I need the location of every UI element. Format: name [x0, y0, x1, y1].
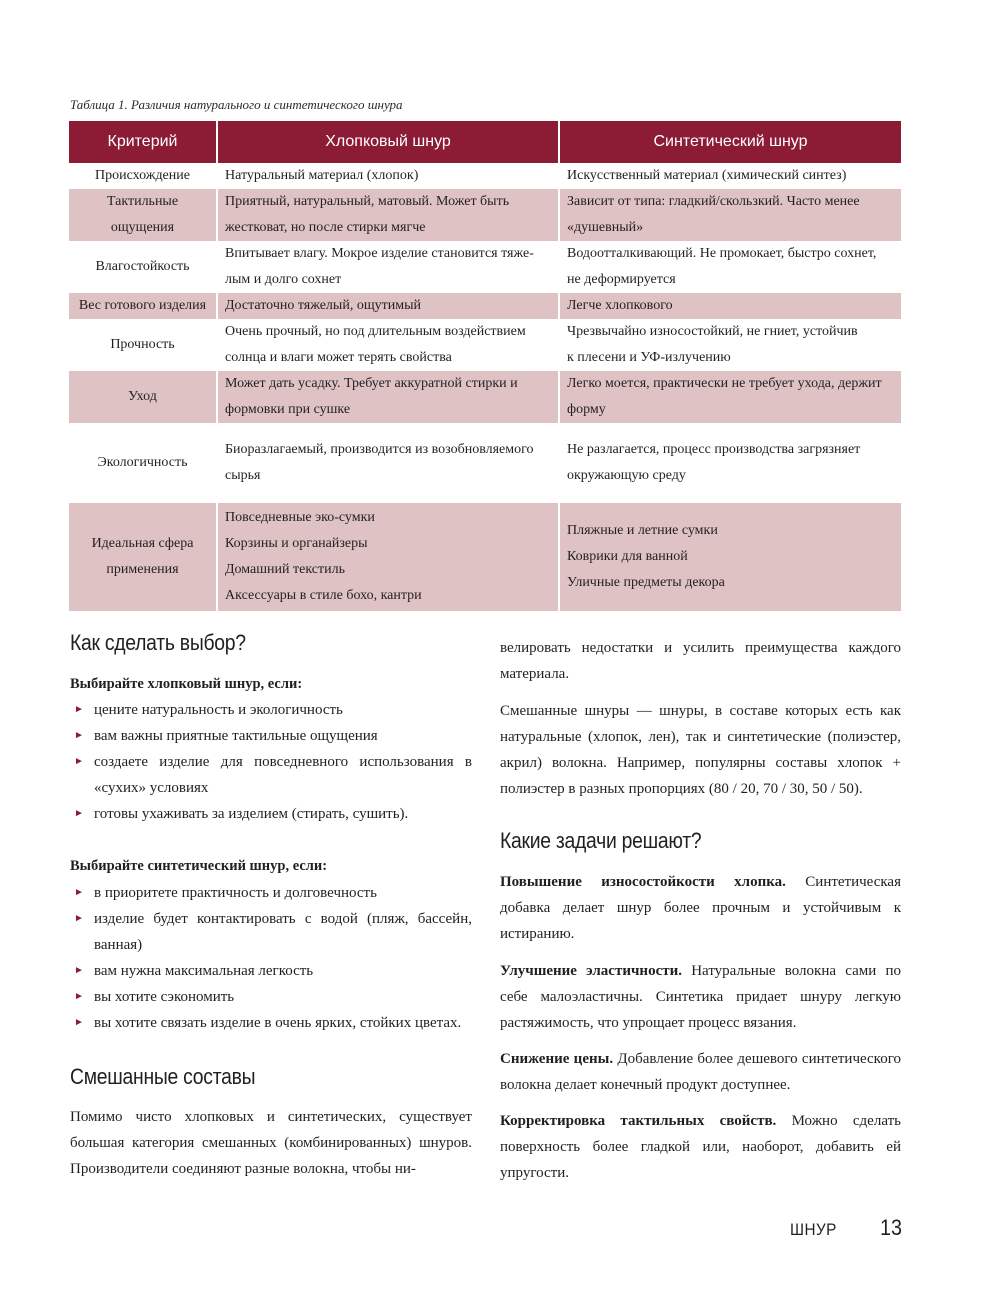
row-synthetic-cell — [559, 503, 901, 611]
comparison-table — [69, 121, 901, 611]
row-criterion: Прочность — [69, 319, 217, 371]
bullet-triangle-icon: ► — [74, 965, 84, 976]
header-cotton: Хлопковый шнур — [217, 121, 559, 163]
cell-text: Легче хлопкового — [567, 298, 673, 313]
table-header-row — [69, 121, 901, 163]
list-item-text: вам важны приятные тактильные ощущения — [94, 728, 378, 744]
row-synthetic-cell — [559, 423, 901, 503]
list-item — [70, 906, 472, 958]
task-text: Можно сделать поверхность более гладкой или, наоборот, добавить ей упругости. — [500, 1113, 901, 1181]
heading-mixed: Смешанные составы — [70, 1064, 256, 1089]
table-row — [69, 423, 901, 503]
task-text: Синтетическая добавка делает шнур более прочным и устойчивым к истиранию. — [500, 874, 901, 942]
list-item-text: вы хотите связать изделие в очень ярких, стойких цветах. — [94, 1015, 462, 1031]
row-cotton-cell — [217, 293, 559, 319]
cotton-lead: Выбирайте хлопковый шнур, если: — [70, 676, 303, 692]
cell-text: форму — [567, 402, 606, 417]
cell-text: Идеальная сфера — [91, 536, 194, 551]
cell-text: ощущения — [110, 220, 175, 235]
row-synthetic-cell — [559, 293, 901, 319]
row-criterion: Влагостойкость — [69, 241, 217, 293]
table-row — [69, 293, 901, 319]
cell-text: применения — [106, 562, 179, 577]
cell-text: сырья — [225, 468, 261, 483]
cell-text: Искусственный материал (химический синтез) — [567, 168, 847, 183]
list-item — [70, 697, 472, 723]
list-item — [70, 801, 472, 827]
row-cotton-cell — [217, 241, 559, 293]
table-row — [69, 241, 901, 293]
row-cotton-cell — [217, 189, 559, 241]
list-item-text: вы хотите сэкономить — [94, 989, 235, 1005]
table-row — [69, 163, 901, 189]
cell-text: Легко моется, практически не требует ухода, держит — [567, 376, 882, 391]
blend-paragraph: Смешанные шнуры — шнуры, в составе которых есть как натуральные (хлопок, лен), так и синтетические (полиэстер, акрил) волокна. Например, популярны составы хлопок + полиэстер в разных пропорциях (80 / 20, 70 / 30, 50 / 50). — [500, 703, 901, 797]
header-synthetic: Синтетический шнур — [559, 121, 901, 163]
cell-text: «душевный» — [567, 220, 644, 235]
cell-text: окружающую среду — [567, 468, 686, 483]
running-footer-title: ШНУР — [790, 1220, 837, 1239]
list-item — [70, 880, 472, 906]
cell-text: солнца и влаги может терять свойства — [225, 350, 452, 365]
bullet-triangle-icon: ► — [74, 887, 84, 898]
table-row — [69, 189, 901, 241]
bullet-triangle-icon: ► — [74, 991, 84, 1002]
table-row — [69, 371, 901, 423]
list-item — [70, 1010, 472, 1036]
header-criterion: Критерий — [69, 121, 217, 163]
table-caption: Таблица 1. Различия натурального и синтетического шнура — [70, 97, 403, 112]
cell-text: Тактильные — [106, 194, 179, 209]
cell-text: Чрезвычайно износостойкий, не гниет, устойчив — [567, 324, 858, 339]
row-synthetic-cell — [559, 319, 901, 371]
row-synthetic-cell — [559, 189, 901, 241]
list-item-text: вам нужна максимальная легкость — [94, 963, 314, 979]
synthetic-list — [70, 880, 472, 1036]
task-title: Снижение цены. — [500, 1051, 614, 1067]
task-text: Добавление более дешевого синтетического волокна делает конечный продукт доступнее. — [500, 1051, 901, 1093]
task-paragraph — [500, 958, 901, 1036]
cell-text: Корзины и органайзеры — [225, 536, 368, 551]
row-cotton-cell — [217, 371, 559, 423]
cell-text: Зависит от типа: гладкий/скользкий. Часто менее — [567, 194, 860, 209]
cell-text: к плесени и УФ-излучению — [567, 350, 731, 365]
row-synthetic-cell — [559, 163, 901, 189]
task-title: Повышение износостойкости хлопка. — [500, 874, 786, 890]
cell-text: Аксессуары в стиле бохо, кантри — [225, 588, 422, 603]
task-paragraph — [500, 1046, 901, 1098]
list-item-text: изделие будет контактировать с водой (пляж, бассейн, ванная) — [94, 911, 472, 953]
task-paragraph — [500, 1108, 901, 1186]
bullet-triangle-icon: ► — [74, 1017, 84, 1028]
cell-text: Достаточно тяжелый, ощутимый — [225, 298, 421, 313]
cell-text: формовки при сушке — [225, 402, 351, 417]
list-item — [70, 749, 472, 801]
bullet-triangle-icon: ► — [74, 704, 84, 715]
list-item — [70, 958, 472, 984]
table-row — [69, 503, 901, 611]
cotton-list — [70, 697, 472, 827]
list-item-text: создаете изделие для повседневного использования в «сухих» условиях — [94, 754, 472, 796]
heading-choose: Как сделать выбор? — [70, 630, 246, 655]
list-item-text: готовы ухаживать за изделием (стирать, сушить). — [94, 806, 409, 822]
row-criterion — [69, 189, 217, 241]
bullet-triangle-icon: ► — [74, 730, 84, 741]
cell-text: Пляжные и летние сумки — [567, 523, 718, 538]
row-criterion: Уход — [69, 371, 217, 423]
cell-text: Может дать усадку. Требует аккуратной стирки и — [225, 376, 518, 391]
cell-text: Биоразлагаемый, производится из возобновляемого — [225, 442, 534, 457]
cell-text: Повседневные эко-сумки — [225, 510, 375, 525]
list-item — [70, 984, 472, 1010]
cell-text: Очень прочный, но под длительным воздействием — [225, 324, 526, 339]
row-synthetic-cell — [559, 241, 901, 293]
page-number: 13 — [880, 1215, 903, 1240]
list-item-text: цените натуральность и экологичность — [94, 702, 343, 718]
cell-text: лым и долго сохнет — [225, 272, 342, 287]
heading-tasks: Какие задачи решают? — [500, 828, 702, 853]
cell-text: Уличные предметы декора — [567, 575, 725, 590]
row-criterion: Вес готового изделия — [69, 293, 217, 319]
row-synthetic-cell — [559, 371, 901, 423]
table-row — [69, 319, 901, 371]
row-cotton-cell — [217, 423, 559, 503]
cell-text: Впитывает влагу. Мокрое изделие становится тяже- — [225, 246, 534, 261]
row-cotton-cell — [217, 319, 559, 371]
list-item — [70, 723, 472, 749]
row-criterion: Происхождение — [69, 163, 217, 189]
list-item-text: в приоритете практичность и долговечность — [94, 885, 377, 901]
row-criterion — [69, 503, 217, 611]
continuation-paragraph: велировать недостатки и усилить преимущества каждого материала. — [500, 640, 901, 682]
bullet-triangle-icon: ► — [74, 913, 84, 924]
cell-text: Домашний текстиль — [225, 562, 345, 577]
cell-text: жестковат, но после стирки мягче — [225, 220, 426, 235]
task-title: Улучшение эластичности. — [500, 963, 682, 979]
cell-text: Натуральный материал (хлопок) — [225, 168, 419, 183]
cell-text: Водоотталкивающий. Не промокает, быстро сохнет, — [567, 246, 877, 261]
cell-text: Коврики для ванной — [567, 549, 688, 564]
row-cotton-cell — [217, 163, 559, 189]
row-cotton-cell — [217, 503, 559, 611]
cell-text: Не разлагается, процесс производства загрязняет — [567, 442, 861, 457]
row-criterion: Экологичность — [69, 423, 217, 503]
cell-text: Приятный, натуральный, матовый. Может быть — [225, 194, 510, 209]
synthetic-lead: Выбирайте синтетический шнур, если: — [70, 858, 328, 874]
task-text: Натуральные волокна сами по себе малоэластичны. Синтетика придает шнуру легкую растяжимость, что упрощает процесс вязания. — [500, 963, 901, 1031]
bullet-triangle-icon: ► — [74, 808, 84, 819]
task-title: Корректировка тактильных свойств. — [500, 1113, 777, 1129]
cell-text: не деформируется — [567, 272, 676, 287]
bullet-triangle-icon: ► — [74, 756, 84, 767]
mixed-paragraph: Помимо чисто хлопковых и синтетических, существует большая категория смешанных (комбинированных) шнуров. Производители соединяют разные волокна, чтобы ни- — [70, 1109, 472, 1177]
task-paragraph — [500, 869, 901, 947]
